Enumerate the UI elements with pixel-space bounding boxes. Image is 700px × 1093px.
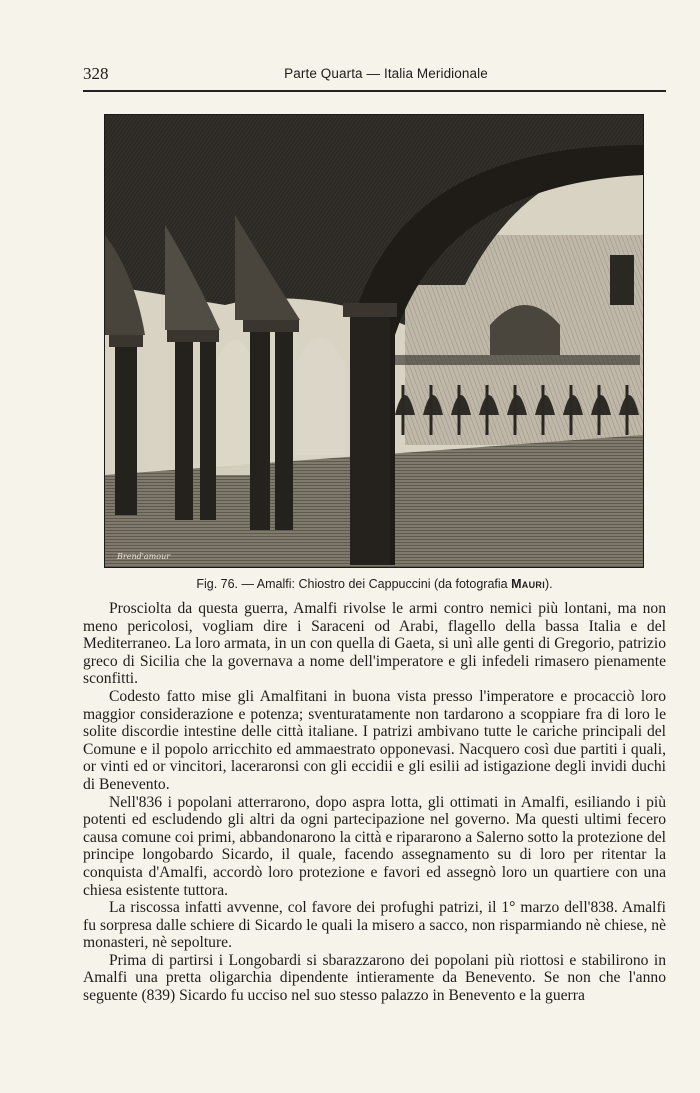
paragraph: Codesto fatto mise gli Amalfitani in buona vista presso l'imperatore e procacciò loro maggior considerazione e potenza; sventuratamente non tardarono a scoppiare fra di loro le solite discordie intestine delle città italiane. I patrizi ambivano tutte le cariche principali del Comune e il popolo arricchito ed ammaestrato opponevasi. Nacquero così due partiti i quali, or vinti ed or vincitori, laceraronsi con gli eccidii e gli esilii ad istigazione degli invidi duchi di Benevento. bbox=[83, 687, 666, 793]
caption-text: Fig. 76. — Amalfi: Chiostro dei Cappuccini (da fotografia bbox=[196, 577, 508, 591]
running-header bbox=[83, 64, 665, 86]
running-title: Parte Quarta — Italia Meridionale bbox=[284, 66, 488, 81]
page-number: 328 bbox=[83, 64, 109, 83]
header-rule bbox=[83, 90, 666, 92]
paragraph: Nell'836 i popolani atterrarono, dopo aspra lotta, gli ottimati in Amalfi, esiliando i più potenti ed escludendo gli altri da ogni partecipazione nel governo. Ma questi ultimi fecero causa comune coi primi, abbandonarono la città e ripararono a Salerno sotto la protezione del principe longobardo Sicardo, il quale, facendo assegnamento su di loro per ritentar la conquista d'Amalfi, accordò loro protezione e favori ed assegnò loro un quartiere con una chiesa esistente tuttora. bbox=[83, 793, 666, 899]
figure-caption bbox=[83, 577, 666, 591]
caption-close: ). bbox=[545, 577, 553, 591]
paragraph: Prima di partirsi i Longobardi si sbarazzarono dei popolani più riottosi e stabilirono in Amalfi una pretta oligarchia dipendente intieramente da Benevento. Se non che l'anno seguente (839) Sicardo fu ucciso nel suo stesso palazzo in Benevento e la guerra bbox=[83, 951, 666, 1005]
engraver-signature: Brend'amour bbox=[117, 552, 171, 561]
paragraph: La riscossa infatti avvenne, col favore dei profughi patrizi, il 1° marzo dell'838. Amalfi fu sorpresa dalle schiere di Sicardo le quali la misero a sacco, non risparmiando nè chiese, nè monasteri, nè sepolture. bbox=[83, 899, 666, 952]
cloister-engraving bbox=[104, 114, 644, 568]
paragraph: Prosciolta da questa guerra, Amalfi rivolse le armi contro nemici più lontani, ma non meno pericolosi, vogliam dire i Saraceni od Arabi, flagello della bassa Italia e del Mediterraneo. La loro armata, in un con quella di Gaeta, si unì alle genti di Gregorio, patrizio greco di Sicilia che la governava a nome dell'imperatore e gli infedeli rimasero pienamente sconfitti. bbox=[83, 600, 666, 688]
body-text bbox=[83, 600, 666, 1005]
caption-credit: Mauri bbox=[511, 577, 546, 591]
